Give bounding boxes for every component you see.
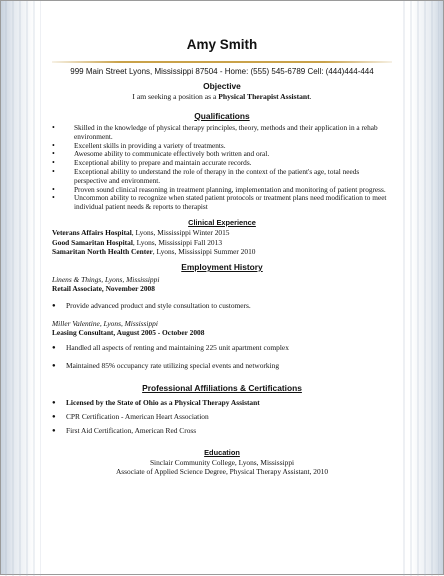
job-duty: ● Provide advanced product and style consultation to customers. <box>52 301 392 311</box>
header-divider <box>52 61 392 63</box>
qualifications-section <box>52 111 392 212</box>
education-section <box>52 448 392 476</box>
resume-name: Amy Smith <box>186 37 258 52</box>
employment-title: Employment History <box>181 262 263 273</box>
affiliations-list <box>52 398 392 436</box>
qualification-item: • Exceptional ability to understand the role of therapy in the context of the patient's age, total needs perspective and environment. <box>52 168 392 186</box>
clinical-entry <box>52 238 392 247</box>
contact-line: 999 Main Street Lyons, Mississippi 87504 - Home: (555) 545-6789 Cell: (444)444-444 <box>70 67 374 76</box>
job-role: Leasing Consultant, August 2005 - October 2008 <box>52 328 205 338</box>
objective-title: Objective <box>203 81 241 91</box>
clinical-entry <box>52 247 392 256</box>
employment-section <box>52 262 392 371</box>
affiliation-item: ● Licensed by the State of Ohio as a Physical Therapy Assistant <box>52 398 392 408</box>
objective-role: Physical Therapist Assistant <box>218 92 310 101</box>
right-decorative-stripes <box>403 1 439 576</box>
objective-suffix: . <box>309 92 312 101</box>
job-duties-list <box>52 343 392 371</box>
clinical-place: Samaritan North Health Center <box>52 246 153 256</box>
clinical-detail: , Lyons, Mississippi Fall 2013 <box>132 237 223 247</box>
qualification-item: • Excellent skills in providing a variety of treatments. <box>52 142 392 151</box>
clinical-detail: , Lyons, Mississippi Winter 2015 <box>131 228 230 238</box>
education-school: Sinclair Community College, Lyons, Mississippi <box>149 457 295 467</box>
objective-text <box>52 92 392 102</box>
affiliation-item: ● CPR Certification - American Heart Association <box>52 412 392 422</box>
clinical-entry <box>52 228 392 237</box>
education-degree: Associate of Applied Science Degree, Physical Therapy Assistant, 2010 <box>115 466 329 476</box>
education-title: Education <box>204 448 240 458</box>
clinical-detail: , Lyons, Mississippi Summer 2010 <box>152 246 256 256</box>
qualification-item: • Skilled in the knowledge of physical therapy principles, theory, methods and their application in a rehab environment. <box>52 124 392 142</box>
qualifications-title: Qualifications <box>194 111 250 121</box>
objective-section <box>52 81 392 102</box>
clinical-place: Good Samaritan Hospital <box>52 237 133 247</box>
affiliations-section <box>52 383 392 436</box>
affiliation-item: ● First Aid Certification, American Red Cross <box>52 426 392 436</box>
job-duty: ● Maintained 85% occupancy rate utilizing special events and networking <box>52 361 392 371</box>
affiliations-title: Professional Affiliations & Certifications <box>142 383 302 394</box>
qualification-item: • Exceptional ability to prepare and maintain accurate records. <box>52 159 392 168</box>
qualification-item: • Uncommon ability to recognize when stated patient protocols or treatment plans need modification to meet individual patient needs & reports to therapist <box>52 194 392 212</box>
qualifications-list <box>52 124 392 212</box>
job-role: Retail Associate, November 2008 <box>52 284 155 294</box>
clinical-title: Clinical Experience <box>188 217 256 227</box>
qualification-item: • Awesome ability to communicate effectively both written and oral. <box>52 150 392 159</box>
clinical-place: Veterans Affairs Hospital <box>52 228 132 238</box>
objective-prefix: I am seeking a position as a <box>132 92 219 101</box>
employer-name: Linens & Things, Lyons, Mississippi <box>52 275 160 285</box>
job-duty: ● Handled all aspects of renting and maintaining 225 unit apartment complex <box>52 343 392 353</box>
job-duties-list <box>52 301 392 311</box>
qualification-item: • Proven sound clinical reasoning in treatment planning, implementation and monitoring of patient progress. <box>52 186 392 195</box>
left-decorative-stripes <box>5 1 41 576</box>
employer-name: Miller Valentine, Lyons, Mississippi <box>52 318 158 328</box>
resume-document <box>52 34 392 476</box>
clinical-section <box>52 218 392 256</box>
